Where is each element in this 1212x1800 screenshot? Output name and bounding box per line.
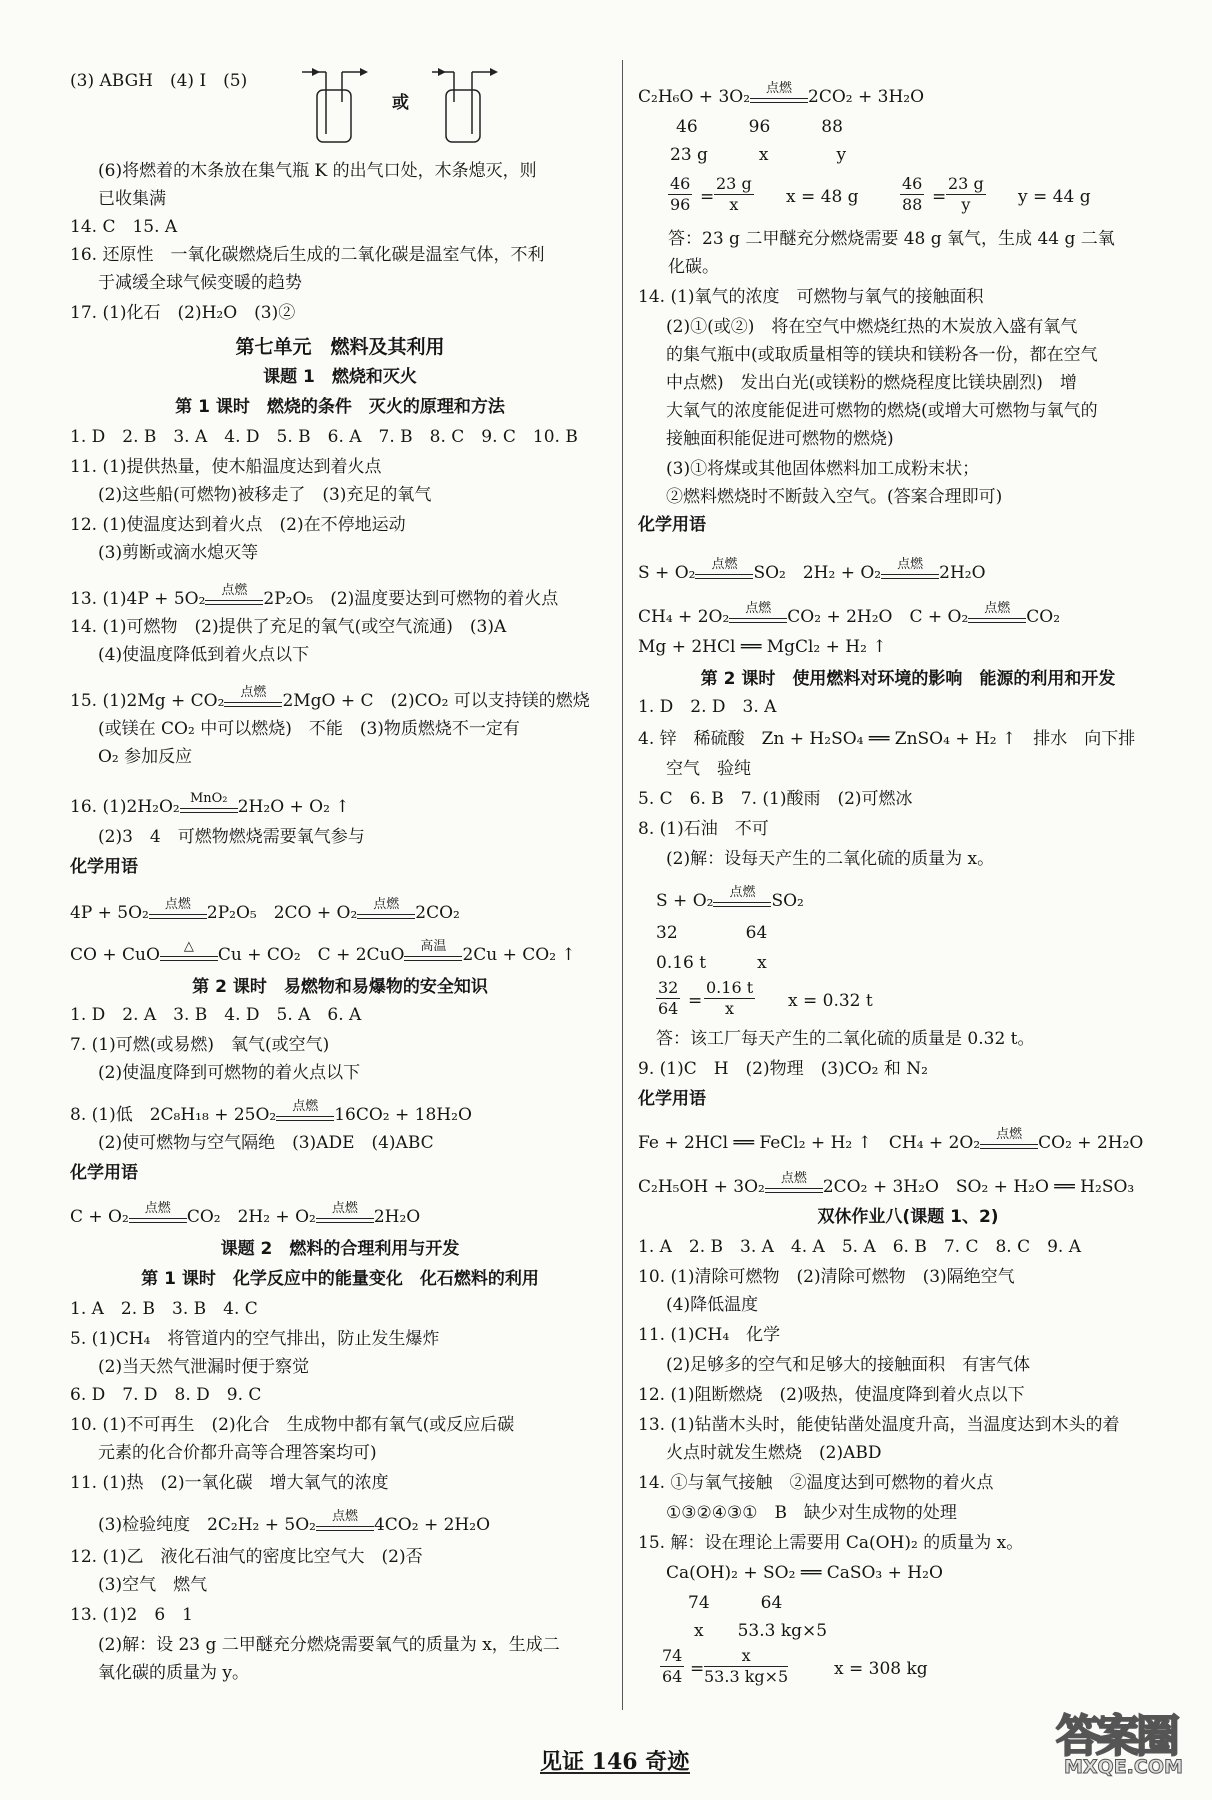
equals-sign: =	[690, 1659, 705, 1679]
answer-line: 12. (1)阻断燃烧 (2)吸热，使温度降到着火点以下	[638, 1385, 1025, 1405]
answer-line: 氧化碳的质量为 y。	[98, 1663, 250, 1683]
fraction: $\frac{32}{64}$	[658, 978, 679, 1018]
answer-line: 12. (1)使温度达到着火点 (2)在不停地运动	[70, 515, 406, 535]
ratio-line: 32 64	[656, 923, 768, 943]
answer-line: 5. (1)CH₄ 将管道内的空气排出，防止发生爆炸	[70, 1329, 440, 1349]
result-text: x = 0.32 t	[788, 991, 873, 1011]
answer-line: 1. D 2. B 3. A 4. D 5. B 6. A 7. B 8. C 9. C 10. B	[70, 427, 578, 447]
fraction: $\frac{46}{96}$	[670, 174, 691, 214]
answer-line: (2)当天然气泄漏时便于察觉	[98, 1357, 310, 1377]
answer-line: ②燃料燃烧时不断鼓入空气。(答案合理即可)	[666, 487, 1003, 507]
section-label: 化学用语	[638, 515, 706, 535]
equation-line: C₂H₆O + 3O₂ 点燃 2CO₂ + 3H₂O	[638, 80, 925, 107]
answer-line: 大氧气的浓度能促进可燃物的燃烧(或增大可燃物与氧气的	[666, 401, 1098, 421]
answer-line: (2)解：设每天产生的二氧化硫的质量为 x。	[666, 849, 995, 869]
answer-line: 1. D 2. A 3. B 4. D 5. A 6. A	[70, 1005, 362, 1025]
answer-line: 的集气瓶中(或取质量相等的镁块和镁粉各一份，都在空气	[666, 345, 1098, 365]
footer-rule	[540, 1772, 690, 1774]
column-divider	[622, 60, 623, 1710]
fraction: $\frac{23 g}{x}$	[716, 174, 752, 214]
answer-line: 答：该工厂每天产生的二氧化硫的质量是 0.32 t。	[656, 1029, 1035, 1049]
answer-line: 14. C 15. A	[70, 217, 178, 237]
answer-line: (或镁在 CO₂ 中可以燃烧) 不能 (3)物质燃烧不一定有	[98, 719, 520, 739]
answer-line: 13. (1)钻凿木头时，能使钻凿处温度升高，当温度达到木头的着	[638, 1415, 1120, 1435]
answer-line: 9. (1)C H (2)物理 (3)CO₂ 和 N₂	[638, 1059, 928, 1079]
answer-line: 4. 锌 稀硫酸 Zn + H₂SO₄ ══ ZnSO₄ + H₂ ↑ 排水 向下排	[638, 729, 1136, 749]
or-label: 或	[392, 93, 409, 113]
equation-line: CH₄ + 2O₂ 点燃 CO₂ + 2H₂O C + O₂ 点燃 CO₂	[638, 600, 1061, 627]
answer-line: (2)①(或②) 将在空气中燃烧红热的木炭放入盛有氧气	[666, 317, 1078, 337]
lesson-title: 第 2 课时 易燃物和易爆物的安全知识	[192, 977, 488, 997]
ratio-line: 74 64	[688, 1593, 783, 1613]
result-text: y = 44 g	[1018, 187, 1091, 207]
equals-sign: =	[932, 187, 947, 207]
answer-line: 1. A 2. B 3. A 4. A 5. A 6. B 7. C 8. C 9. A	[638, 1237, 1081, 1257]
answer-line: (3)①将煤或其他固体燃料加工成粉末状；	[666, 459, 980, 479]
answer-line: 10. (1)不可再生 (2)化合 生成物中都有氧气(或反应后碳	[70, 1415, 515, 1435]
answer-line: 7. (1)可燃(或易燃) 氧气(或空气)	[70, 1035, 330, 1055]
answer-line: 1. D 2. D 3. A	[638, 697, 777, 717]
lesson-title: 第 2 课时 使用燃料对环境的影响 能源的利用和开发	[700, 669, 1116, 689]
watermark-logo	[1052, 1700, 1192, 1786]
answer-line: 已收集满	[98, 189, 166, 209]
answer-line: O₂ 参加反应	[98, 747, 193, 767]
answer-line: (2)3 4 可燃物燃烧需要氧气参与	[98, 827, 365, 847]
equation-line: 8. (1)低 2C₈H₁₈ + 25O₂ 点燃 16CO₂ + 18H₂O	[70, 1098, 472, 1125]
equation-line: CO + CuO △ Cu + CO₂ C + 2CuO 高温 2Cu + CO₂ ↑	[70, 938, 576, 965]
answer-line: 化碳。	[668, 257, 719, 277]
page-footer: 见证 146 奇迹	[540, 1749, 690, 1775]
answer-line: 11. (1)提供热量，使木船温度达到着火点	[70, 457, 382, 477]
answer-line: 空气 验纯	[666, 759, 751, 779]
answer-line: 12. (1)乙 液化石油气的密度比空气大 (2)否	[70, 1547, 423, 1567]
fraction: $\frac{23 g}{y}$	[948, 174, 984, 214]
answer-line: 15. 解：设在理论上需要用 Ca(OH)₂ 的质量为 x。	[638, 1533, 1024, 1553]
equation-line: S + O₂ 点燃 SO₂ 2H₂ + O₂ 点燃 2H₂O	[638, 556, 986, 583]
answer-line: 于减缓全球气候变暖的趋势	[98, 273, 302, 293]
equation-line: 13. (1)4P + 5O₂ 点燃 2P₂O₅ (2)温度要达到可燃物的着火点	[70, 582, 559, 609]
answer-line: 6. D 7. D 8. D 9. C	[70, 1385, 262, 1405]
equation-line: S + O₂ 点燃 SO₂	[656, 884, 804, 911]
section-label: 化学用语	[638, 1089, 706, 1109]
lesson-title: 第 1 课时 化学反应中的能量变化 化石燃料的利用	[141, 1269, 539, 1289]
equation-line: 16. (1)2H₂O₂ MnO₂ 2H₂O + O₂ ↑	[70, 790, 350, 817]
equation-line: Fe + 2HCl ══ FeCl₂ + H₂ ↑ CH₄ + 2O₂ 点燃 CO₂ + 2H₂O	[638, 1126, 1144, 1153]
answer-line: 接触面积能促进可燃物的燃烧)	[666, 429, 894, 449]
section-label: 化学用语	[70, 857, 138, 877]
answer-line: (6)将燃着的木条放在集气瓶 K 的出气口处，木条熄灭，则	[98, 161, 537, 181]
equation-line: Mg + 2HCl ══ MgCl₂ + H₂ ↑	[638, 637, 887, 657]
answer-line: 10. (1)清除可燃物 (2)清除可燃物 (3)隔绝空气	[638, 1267, 1015, 1287]
answer-line: 16. 还原性 一氧化碳燃烧后生成的二氧化碳是温室气体，不利	[70, 245, 545, 265]
answer-line: (2)足够多的空气和足够大的接触面积 有害气体	[666, 1355, 1031, 1375]
fraction: $\frac{x}{53.3 kg\times 5}$	[704, 1646, 789, 1686]
lesson-title: 第 1 课时 燃烧的条件 灭火的原理和方法	[175, 397, 505, 417]
answer-line: 11. (1)CH₄ 化学	[638, 1325, 781, 1345]
ratio-line: 0.16 t x	[656, 953, 767, 973]
answer-line: 14. ①与氧气接触 ②温度达到可燃物的着火点	[638, 1473, 994, 1493]
answer-line: 火点时就发生燃烧 (2)ABD	[666, 1443, 882, 1463]
topic-title: 课题 1 燃烧和灭火	[263, 367, 417, 387]
equation-line: 4P + 5O₂ 点燃 2P₂O₅ 2CO + O₂ 点燃 2CO₂	[70, 896, 460, 923]
answer-line: (2)使温度降到可燃物的着火点以下	[98, 1063, 361, 1083]
equation-line: (3)检验纯度 2C₂H₂ + 5O₂ 点燃 4CO₂ + 2H₂O	[98, 1508, 491, 1535]
answer-line: 13. (1)2 6 1	[70, 1605, 193, 1625]
answer-line: (3)空气 燃气	[98, 1575, 208, 1595]
result-text: x = 48 g	[786, 187, 859, 207]
equation-line: C₂H₅OH + 3O₂ 点燃 2CO₂ + 3H₂O SO₂ + H₂O ══ H₂SO₃	[638, 1170, 1135, 1197]
answer-line: (4)使温度降低到着火点以下	[98, 645, 310, 665]
fraction: $\frac{74}{64}$	[662, 1646, 683, 1686]
ratio-line: x 53.3 kg×5	[694, 1621, 828, 1641]
fraction: $\frac{0.16 t}{x}$	[706, 978, 754, 1018]
answer-line: (3)剪断或滴水熄灭等	[98, 543, 259, 563]
answer-line: (3) ABGH (4) I (5)	[70, 71, 248, 91]
answer-line: 11. (1)热 (2)一氧化碳 增大氧气的浓度	[70, 1473, 389, 1493]
unit-title: 第七单元 燃料及其利用	[235, 336, 445, 358]
section-label: 化学用语	[70, 1163, 138, 1183]
watermark-text: 答案圈	[1056, 1711, 1176, 1762]
answer-line: 元素的化合价都升高等合理答案均可)	[98, 1443, 377, 1463]
ratio-line: 46 96 88	[676, 117, 843, 137]
answer-line: 答：23 g 二甲醚充分燃烧需要 48 g 氧气，生成 44 g 二氧	[668, 229, 1115, 249]
result-text: x = 308 kg	[834, 1659, 928, 1679]
equals-sign: =	[688, 991, 703, 1011]
answer-line: 5. C 6. B 7. (1)酸雨 (2)可燃冰	[638, 789, 913, 809]
answer-line: 1. A 2. B 3. B 4. C	[70, 1299, 258, 1319]
homework-title: 双休作业八(课题 1、2)	[817, 1207, 999, 1227]
topic-title: 课题 2 燃料的合理利用与开发	[220, 1239, 460, 1259]
answer-line: (2)解：设 23 g 二甲醚充分燃烧需要氧气的质量为 x，生成二	[98, 1635, 560, 1655]
fraction: $\frac{46}{88}$	[902, 174, 923, 214]
answer-line: ①③②④③① B 缺少对生成物的处理	[666, 1503, 957, 1523]
equals-sign: =	[700, 187, 715, 207]
gas-bottle-diagram-alt	[432, 62, 552, 148]
equation-line: Ca(OH)₂ + SO₂ ══ CaSO₃ + H₂O	[666, 1563, 943, 1583]
ratio-line: 23 g x y	[670, 145, 847, 165]
watermark-url: MXQE.COM	[1064, 1756, 1183, 1778]
equation-line: 15. (1)2Mg + CO₂ 点燃 2MgO + C (2)CO₂ 可以支持镁的燃烧	[70, 684, 590, 711]
answer-line: (2)使可燃物与空气隔绝 (3)ADE (4)ABC	[98, 1133, 434, 1153]
answer-line: (2)这些船(可燃物)被移走了 (3)充足的氧气	[98, 485, 432, 505]
answer-line: (4)降低温度	[666, 1295, 759, 1315]
answer-line: 14. (1)氧气的浓度 可燃物与氧气的接触面积	[638, 287, 984, 307]
answer-line: 8. (1)石油 不可	[638, 819, 769, 839]
answer-line: 14. (1)可燃物 (2)提供了充足的氧气(或空气流通) (3)A	[70, 617, 507, 637]
answer-line: 17. (1)化石 (2)H₂O (3)②	[70, 303, 296, 323]
equation-line: C + O₂ 点燃 CO₂ 2H₂ + O₂ 点燃 2H₂O	[70, 1200, 421, 1227]
answer-line: 中点燃) 发出白光(或镁粉的燃烧程度比镁块剧烈) 增	[666, 373, 1077, 393]
